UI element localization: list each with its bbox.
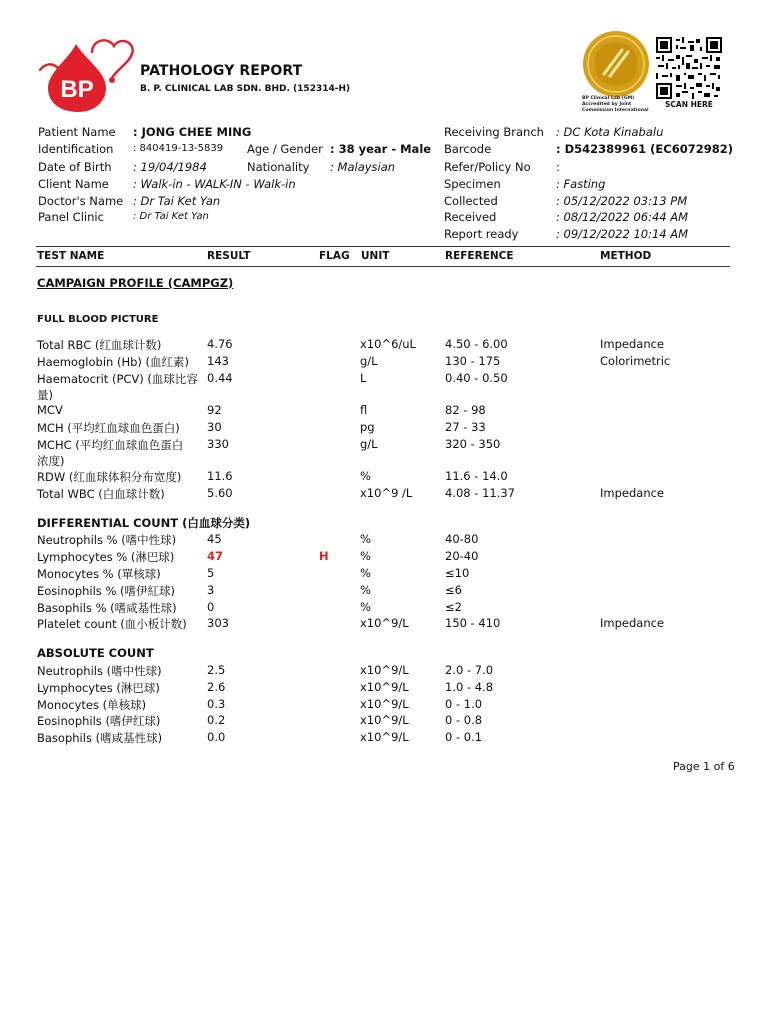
collected-value: : 05/12/2022 03:13 PM	[556, 194, 688, 208]
report-title: PATHOLOGY REPORT	[140, 63, 303, 79]
result-value: 0.3	[207, 697, 226, 711]
reference-range: 20-40	[445, 549, 479, 563]
result-value: 2.5	[207, 663, 226, 677]
unit-value: fl	[360, 403, 368, 417]
unit-value: L	[360, 371, 367, 385]
result-value: 143	[207, 354, 229, 368]
test-name: Monocytes (单核球)	[37, 698, 147, 712]
table-row	[0, 680, 768, 696]
panel-clinic-value: : Dr Tai Ket Yan	[133, 211, 209, 222]
client-name-label: Client Name	[38, 177, 109, 191]
full-blood-title: FULL BLOOD PICTURE	[37, 314, 159, 325]
method-value: Impedance	[600, 337, 665, 351]
col-result: RESULT	[207, 250, 251, 262]
reference-range: ≤6	[445, 583, 462, 597]
result-value: 330	[207, 437, 229, 451]
result-value: 0.44	[207, 371, 233, 385]
accreditation-caption: BP Clinical Lab (GM) Accredited by Joint Commission International	[582, 96, 649, 113]
test-name: Basophils % (嗜咸基性球)	[37, 601, 177, 615]
unit-value: %	[360, 583, 371, 597]
page-number: Page 1 of 6	[673, 760, 735, 773]
unit-value: x10^9/L	[360, 663, 409, 677]
reference-range: 1.0 - 4.8	[445, 680, 494, 694]
panel-clinic-label: Panel Clinic	[38, 210, 104, 224]
absolute-title: ABSOLUTE COUNT	[37, 646, 154, 660]
table-row	[0, 354, 768, 370]
result-value: 0.2	[207, 713, 226, 727]
result-value: 47	[207, 549, 224, 563]
reference-range: ≤2	[445, 600, 462, 614]
unit-value: %	[360, 469, 371, 483]
barcode-label: Barcode	[444, 142, 492, 156]
unit-value: x10^9/L	[360, 730, 409, 744]
test-name-continued: 量)	[37, 388, 53, 402]
table-row	[0, 469, 768, 485]
specimen-value: : Fasting	[556, 177, 606, 191]
patient-name: : JONG CHEE MING	[133, 125, 252, 139]
reference-range: 4.50 - 6.00	[445, 337, 508, 351]
branch-label: Receiving Branch	[444, 125, 544, 139]
table-row	[0, 437, 768, 468]
result-value: 92	[207, 403, 222, 417]
differential-title: DIFFERENTIAL COUNT (白血球分类)	[37, 516, 251, 530]
col-flag: FLAG	[319, 250, 350, 262]
logo-text: BP	[60, 76, 94, 103]
test-name-continued: 浓度)	[37, 454, 65, 468]
method-value: Impedance	[600, 486, 665, 500]
method-value: Colorimetric	[600, 354, 671, 368]
reference-range: 40-80	[445, 532, 479, 546]
result-value: 0	[207, 600, 215, 614]
unit-value: g/L	[360, 354, 378, 368]
scan-here-label: SCAN HERE	[665, 100, 713, 109]
reference-range: 150 - 410	[445, 616, 501, 630]
identification-label: Identification	[38, 142, 114, 156]
table-row	[0, 663, 768, 679]
unit-value: %	[360, 600, 371, 614]
reference-range: 2.0 - 7.0	[445, 663, 494, 677]
table-row	[0, 549, 768, 565]
result-value: 11.6	[207, 469, 233, 483]
test-name: MCHC (平均红血球血色蛋白	[37, 438, 184, 452]
table-row	[0, 730, 768, 746]
nationality-value: : Malaysian	[330, 160, 396, 174]
unit-value: x10^9 /L	[360, 486, 413, 500]
test-name: Lymphocytes % (淋巴球)	[37, 550, 175, 564]
dob-value: : 19/04/1984	[133, 160, 207, 174]
age-gender-value: : 38 year - Male	[330, 142, 432, 156]
dob-label: Date of Birth	[38, 160, 112, 174]
test-name: Basophils (嗜咸基性球)	[37, 731, 163, 745]
col-test-name: TEST NAME	[37, 250, 105, 262]
table-row	[0, 600, 768, 616]
received-value: : 08/12/2022 06:44 AM	[556, 210, 689, 224]
table-row	[0, 616, 768, 632]
nationality-label: Nationality	[247, 160, 310, 174]
reference-range: 130 - 175	[445, 354, 501, 368]
barcode-value: : D542389961 (EC6072982)	[556, 142, 733, 156]
test-name: Haematocrit (PCV) (血球比容	[37, 372, 198, 386]
table-row	[0, 420, 768, 436]
result-value: 5.60	[207, 486, 233, 500]
test-name: Total WBC (白血球计数)	[37, 487, 165, 501]
accreditation-seal-icon	[582, 30, 650, 98]
reference-range: 27 - 33	[445, 420, 486, 434]
result-value: 2.6	[207, 680, 226, 694]
doctor-name-value: : Dr Tai Ket Yan	[133, 194, 221, 208]
method-value: Impedance	[600, 616, 665, 630]
result-value: 45	[207, 532, 222, 546]
reference-range: 11.6 - 14.0	[445, 469, 508, 483]
test-name: Eosinophils (嗜伊红球)	[37, 714, 161, 728]
branch-value: : DC Kota Kinabalu	[556, 125, 664, 139]
test-name: Haemoglobin (Hb) (血红素)	[37, 355, 190, 369]
unit-value: pg	[360, 420, 375, 434]
unit-value: x10^9/L	[360, 697, 409, 711]
table-row	[0, 532, 768, 548]
table-row	[0, 337, 768, 353]
reference-range: 0 - 1.0	[445, 697, 483, 711]
flag-value: H	[319, 549, 329, 563]
table-row	[0, 713, 768, 729]
identification-value: : 840419-13-5839	[133, 143, 224, 154]
test-name: Platelet count (血小板计数)	[37, 617, 187, 631]
qr-code-icon[interactable]	[656, 37, 722, 99]
header-top-rule	[36, 246, 730, 247]
specimen-label: Specimen	[444, 177, 501, 191]
refer-policy-label: Refer/Policy No	[444, 160, 531, 174]
table-row	[0, 566, 768, 582]
test-name: Total RBC (红血球计数)	[37, 338, 162, 352]
bp-logo	[34, 34, 138, 114]
unit-value: g/L	[360, 437, 378, 451]
received-label: Received	[444, 210, 497, 224]
report-ready-value: : 09/12/2022 10:14 AM	[556, 227, 689, 241]
test-name: MCV	[37, 403, 63, 417]
reference-range: 320 - 350	[445, 437, 501, 451]
header-bottom-rule	[36, 266, 730, 267]
unit-value: x10^9/L	[360, 680, 409, 694]
table-row	[0, 583, 768, 599]
unit-value: %	[360, 532, 371, 546]
test-name: Monocytes % (單核球)	[37, 567, 161, 581]
reference-range: 0 - 0.1	[445, 730, 483, 744]
col-unit: UNIT	[361, 250, 390, 262]
unit-value: x10^9/L	[360, 616, 409, 630]
unit-value: x10^6/uL	[360, 337, 416, 351]
lab-name: B. P. CLINICAL LAB SDN. BHD. (152314-H)	[140, 84, 351, 94]
reference-range: 0 - 0.8	[445, 713, 483, 727]
client-name-value: : Walk-in - WALK-IN - Walk-in	[133, 177, 296, 191]
table-row	[0, 486, 768, 502]
result-value: 30	[207, 420, 222, 434]
test-name: Lymphocytes (淋巴球)	[37, 681, 160, 695]
doctor-name-label: Doctor's Name	[38, 194, 124, 208]
test-name: Neutrophils % (嗜中性球)	[37, 533, 177, 547]
test-name: Neutrophils (嗜中性球)	[37, 664, 162, 678]
unit-value: %	[360, 549, 371, 563]
result-value: 303	[207, 616, 229, 630]
reference-range: 82 - 98	[445, 403, 486, 417]
col-method: METHOD	[600, 250, 652, 262]
unit-value: x10^9/L	[360, 713, 409, 727]
report-ready-label: Report ready	[444, 227, 519, 241]
collected-label: Collected	[444, 194, 498, 208]
table-row	[0, 697, 768, 713]
result-value: 0.0	[207, 730, 226, 744]
profile-title: CAMPAIGN PROFILE (CAMPGZ)	[37, 276, 234, 290]
reference-range: 4.08 - 11.37	[445, 486, 515, 500]
unit-value: %	[360, 566, 371, 580]
result-value: 3	[207, 583, 215, 597]
table-row	[0, 403, 768, 419]
patient-name-label: Patient Name	[38, 125, 116, 139]
reference-range: ≤10	[445, 566, 470, 580]
refer-policy-value: :	[556, 160, 560, 174]
result-value: 4.76	[207, 337, 233, 351]
test-name: MCH (平均红血球血色蛋白)	[37, 421, 180, 435]
age-gender-label: Age / Gender	[247, 142, 323, 156]
test-name: RDW (红血球体积分布宽度)	[37, 470, 182, 484]
result-value: 5	[207, 566, 215, 580]
reference-range: 0.40 - 0.50	[445, 371, 508, 385]
col-reference: REFERENCE	[445, 250, 514, 262]
test-name: Eosinophils % (嗜伊紅球)	[37, 584, 175, 598]
table-row	[0, 371, 768, 402]
